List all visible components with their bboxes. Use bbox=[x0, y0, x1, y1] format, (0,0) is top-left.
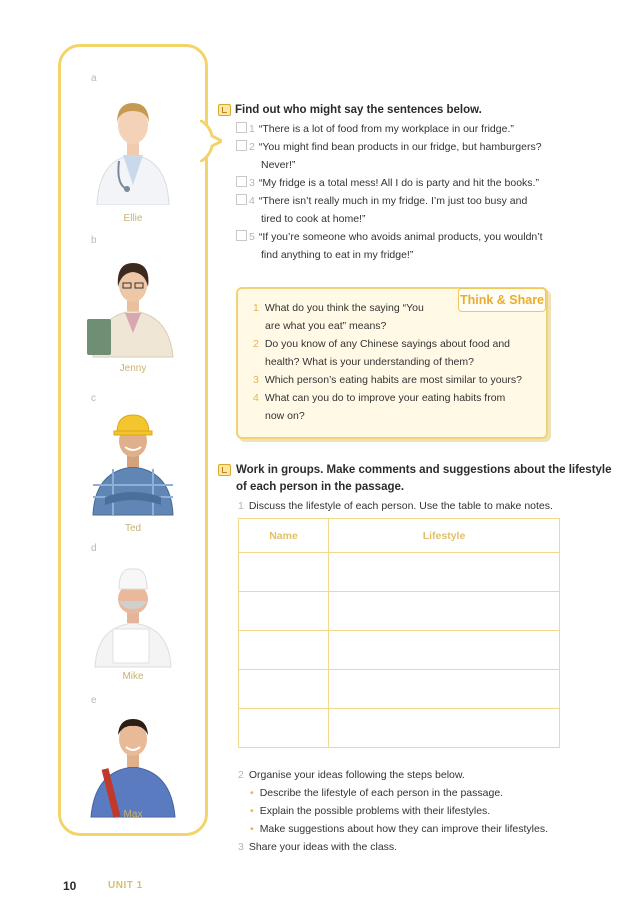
step-1: 1 Discuss the lifestyle of each person. Use the table to make notes. bbox=[238, 500, 553, 512]
table-cell[interactable] bbox=[239, 709, 329, 748]
table-row bbox=[239, 553, 560, 592]
person-name: Max bbox=[123, 809, 143, 820]
person-name: Jenny bbox=[119, 363, 147, 374]
section-1-heading: Find out who might say the sentences below. bbox=[235, 104, 482, 116]
doctor-figure bbox=[83, 85, 183, 205]
sentence-item: 2 “You might find bean products in our fridge, but hamburgers? Never!” bbox=[236, 138, 576, 174]
table-row bbox=[239, 670, 560, 709]
discussion-question: 1 What do you think the saying “You are what you eat” means? bbox=[253, 302, 424, 332]
discussion-question: 3 Which person’s eating habits are most similar to yours? bbox=[253, 374, 523, 386]
people-panel bbox=[58, 44, 208, 836]
panel-notch bbox=[200, 120, 222, 162]
table-cell[interactable] bbox=[239, 592, 329, 631]
section-2-heading: Work in groups. Make comments and suggestions about the lifestyle of each person in the passage. bbox=[236, 464, 612, 493]
section-icon bbox=[218, 464, 231, 476]
person-letter: a bbox=[91, 73, 97, 84]
table-cell[interactable] bbox=[239, 553, 329, 592]
sentence-item: 3 “My fridge is a total mess! All I do is party and hit the books.” bbox=[236, 174, 576, 192]
sentence-item: 4 “There isn’t really much in my fridge. I’m just too busy and tired to cook at home!” bbox=[236, 192, 576, 228]
sentence-item: 5 “If you’re someone who avoids animal products, you wouldn’t find anything to eat in my fridge!” bbox=[236, 228, 576, 264]
person-name: Ellie bbox=[123, 213, 143, 224]
person-name: Mike bbox=[122, 671, 144, 682]
table-cell[interactable] bbox=[239, 631, 329, 670]
table-cell[interactable] bbox=[329, 553, 560, 592]
worker-figure bbox=[83, 405, 183, 525]
answer-checkbox[interactable] bbox=[236, 194, 247, 205]
table-row bbox=[239, 709, 560, 748]
notes-table bbox=[238, 518, 560, 748]
person-letter: c bbox=[91, 393, 96, 404]
table-cell[interactable] bbox=[329, 592, 560, 631]
table-cell[interactable] bbox=[329, 631, 560, 670]
page-number: 10 bbox=[63, 879, 77, 893]
person-name: Ted bbox=[124, 523, 142, 534]
sentence-item: 1 “There is a lot of food from my workplace in our fridge.” bbox=[236, 120, 576, 138]
step-2: 2 Organise your ideas following the steps below. bbox=[238, 769, 465, 781]
step-3: 3 Share your ideas with the class. bbox=[238, 841, 398, 853]
table-cell[interactable] bbox=[329, 670, 560, 709]
chef-figure bbox=[83, 555, 183, 675]
person-letter: d bbox=[91, 543, 97, 554]
table-row bbox=[239, 592, 560, 631]
table-cell[interactable] bbox=[329, 709, 560, 748]
answer-checkbox[interactable] bbox=[236, 230, 247, 241]
table-header-row bbox=[239, 519, 560, 553]
bullet-item: • Describe the lifestyle of each person in the passage. bbox=[250, 787, 504, 799]
bullet-item: • Explain the possible problems with their lifestyles. bbox=[250, 805, 491, 817]
table-cell[interactable] bbox=[239, 670, 329, 709]
column-header-name: Name bbox=[239, 519, 329, 553]
answer-checkbox[interactable] bbox=[236, 140, 247, 151]
unit-label: UNIT 1 bbox=[108, 880, 143, 891]
discussion-question: 4 What can you do to improve your eating habits from now on? bbox=[253, 392, 506, 422]
think-share-tag: Think & Share bbox=[458, 288, 546, 312]
person-letter: b bbox=[91, 235, 97, 246]
table-row bbox=[239, 631, 560, 670]
answer-checkbox[interactable] bbox=[236, 122, 247, 133]
discussion-question: 2 Do you know of any Chinese sayings about food and health? What is your understanding of them? bbox=[253, 338, 511, 368]
column-header-lifestyle: Lifestyle bbox=[329, 519, 560, 553]
person-letter: e bbox=[91, 695, 97, 706]
bullet-item: • Make suggestions about how they can improve their lifestyles. bbox=[250, 823, 549, 835]
section-icon bbox=[218, 104, 231, 116]
woman-figure bbox=[83, 247, 183, 367]
answer-checkbox[interactable] bbox=[236, 176, 247, 187]
